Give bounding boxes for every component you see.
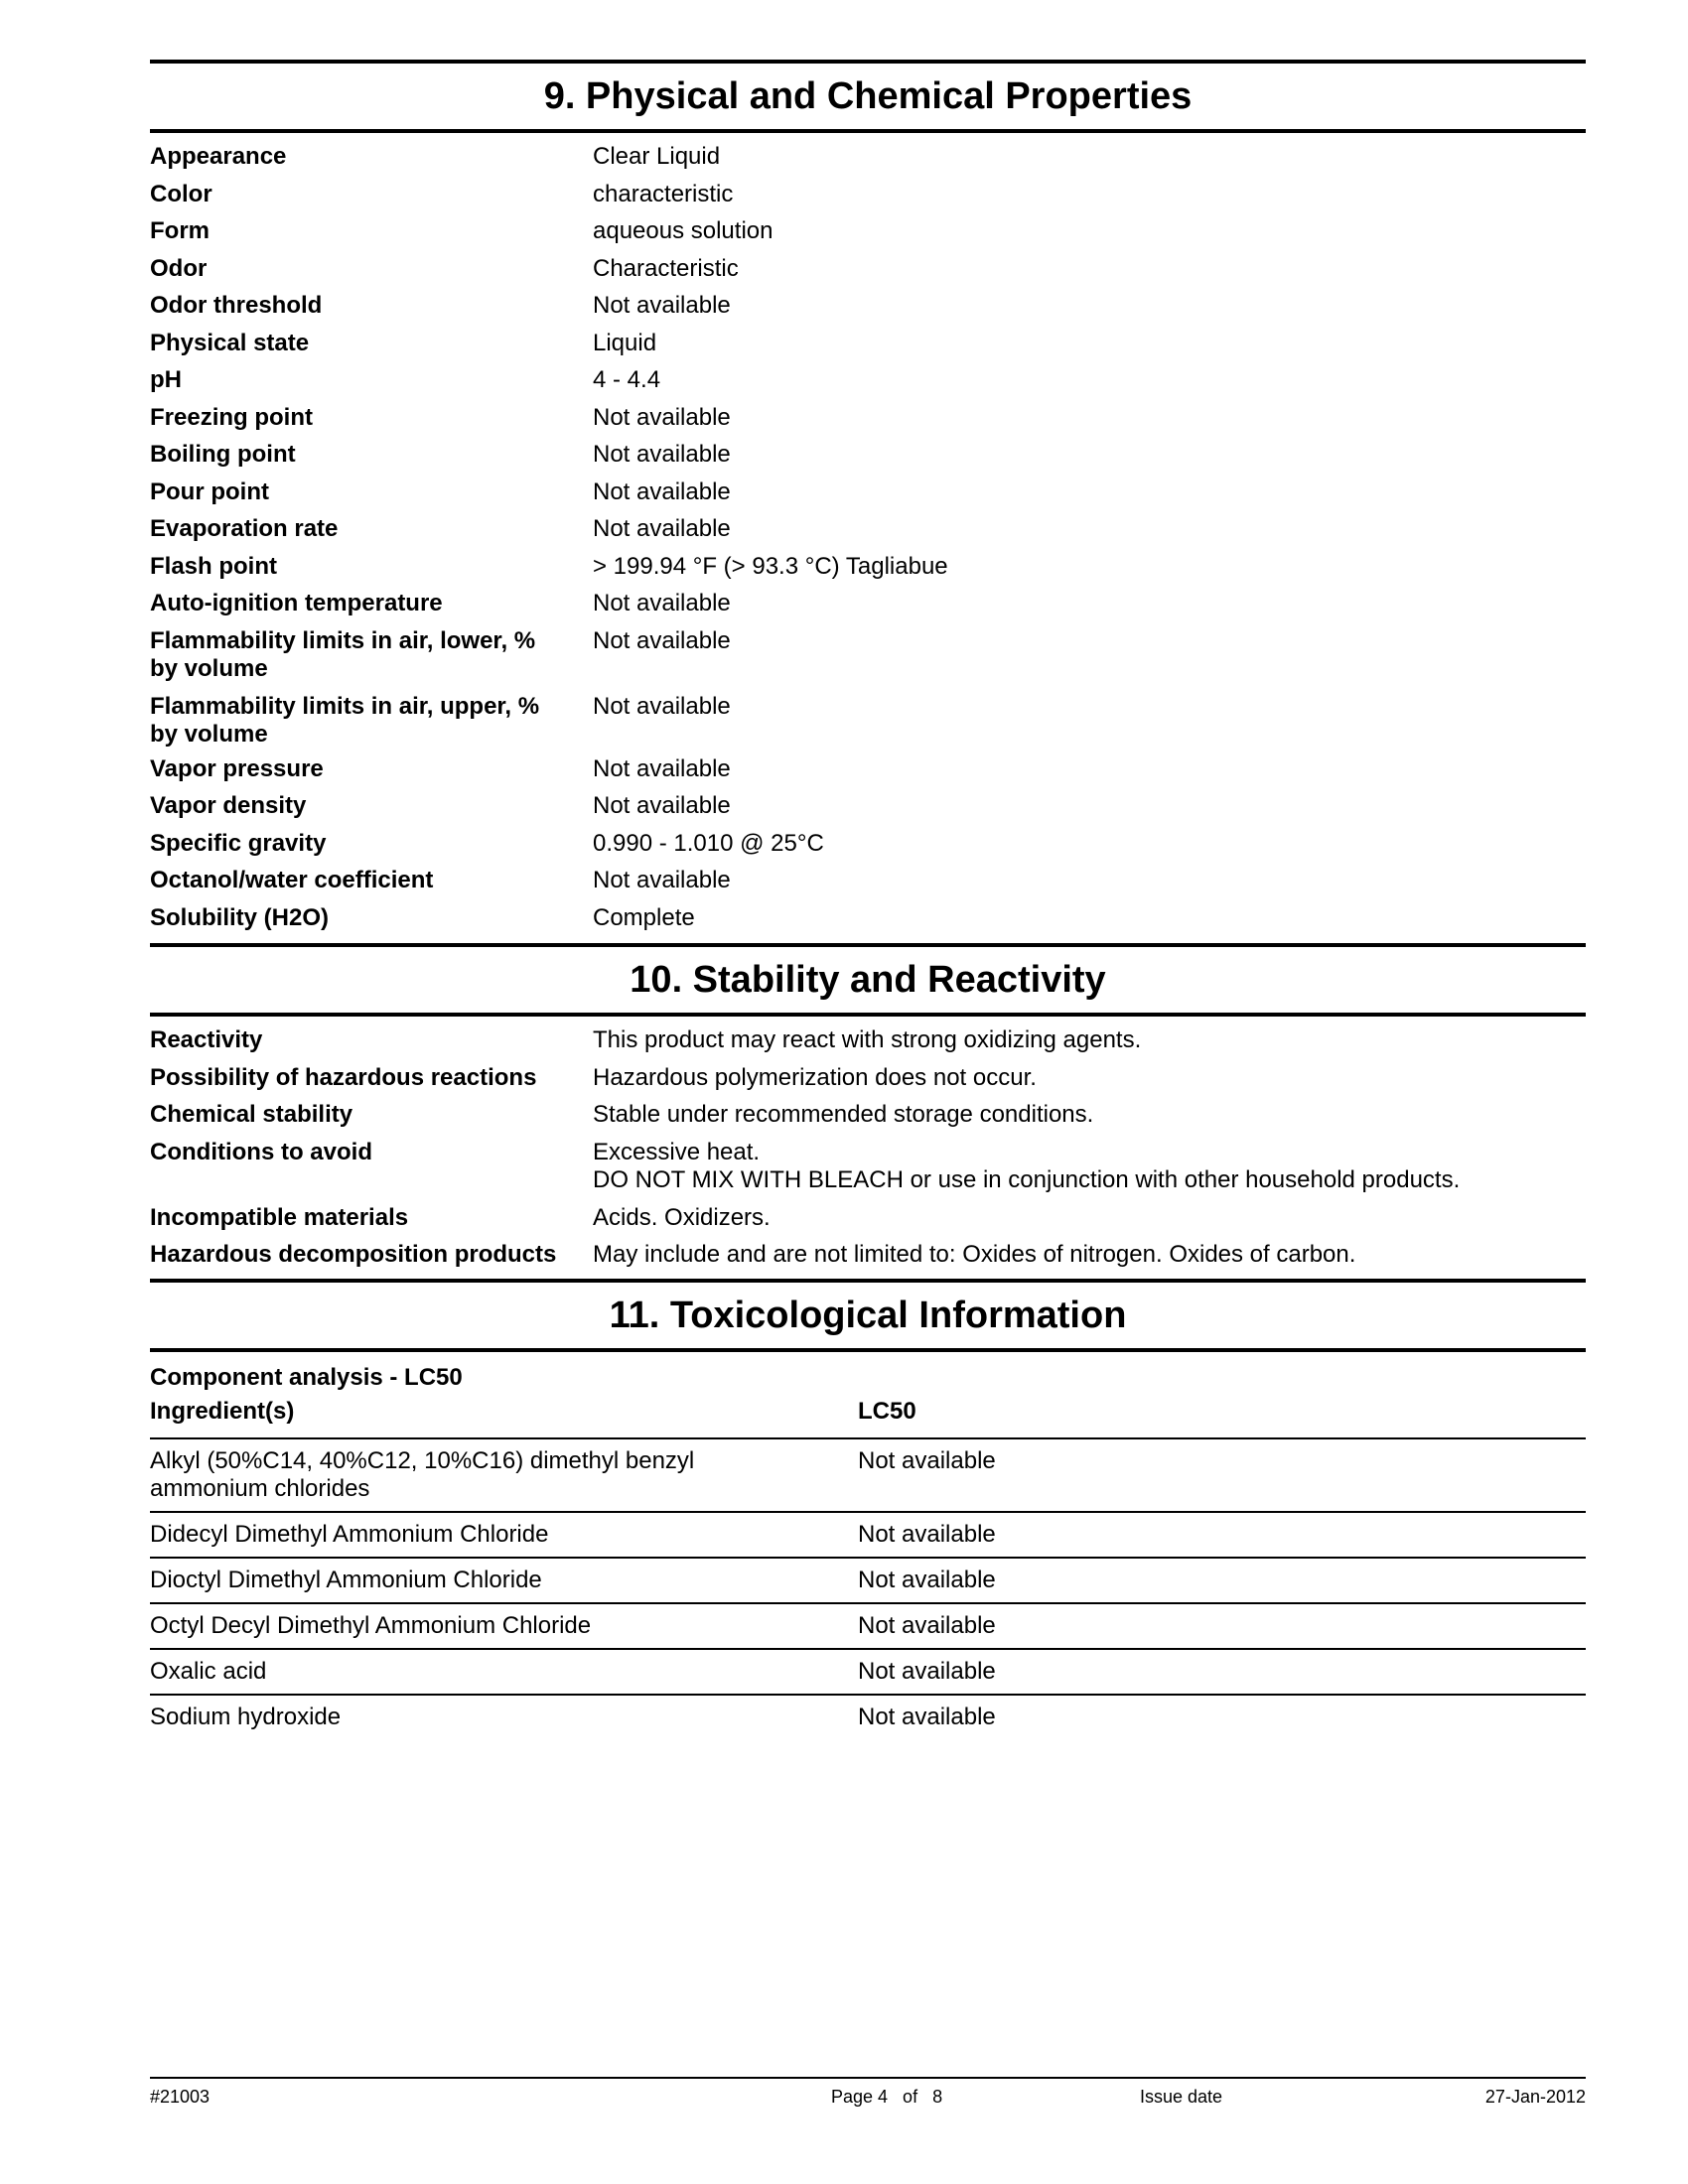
section-11-bottom-rule (150, 1348, 1586, 1352)
ingredient-cell (150, 1438, 858, 1512)
property-row (150, 1058, 1586, 1096)
table-row (150, 1438, 1586, 1512)
property-label: Appearance (150, 143, 287, 170)
property-label: Physical state (150, 329, 310, 356)
property-row (150, 1198, 1586, 1236)
property-label: Possibility of hazardous reactions (150, 1063, 537, 1091)
property-value-line: DO NOT MIX WITH BLEACH or use in conjunction with other household products. (593, 1165, 1461, 1193)
ingredient-line: Alkyl (50%C14, 40%C12, 10%C16) dimethyl benzyl (150, 1446, 695, 1474)
property-row (150, 1133, 1586, 1198)
property-row (150, 1095, 1586, 1133)
property-label-line: by volume (150, 654, 268, 682)
lc50-cell: Not available (858, 1512, 1586, 1558)
property-value: Not available (593, 292, 731, 319)
property-label: Flash point (150, 552, 277, 580)
property-value: aqueous solution (593, 217, 774, 244)
section-10-title: 10. Stability and Reactivity (630, 959, 1106, 1001)
property-row (150, 473, 1586, 510)
section-9-title: 9. Physical and Chemical Properties (543, 75, 1193, 117)
ingredient-cell: Sodium hydroxide (150, 1703, 342, 1730)
property-value: Clear Liquid (593, 143, 721, 170)
property-label: Pour point (150, 478, 269, 505)
property-value: Stable under recommended storage conditions. (593, 1101, 1094, 1128)
column-header-ingredient: Ingredient(s) (150, 1392, 858, 1438)
property-value: Not available (593, 478, 731, 505)
lc50-cell: Not available (858, 1603, 1586, 1649)
table-row (150, 1558, 1586, 1603)
property-label: Freezing point (150, 403, 313, 431)
property-label: Incompatible materials (150, 1203, 409, 1231)
property-label: Solubility (H2O) (150, 903, 329, 931)
section-11-title: 11. Toxicological Information (609, 1294, 1127, 1336)
property-value (593, 1139, 1586, 1198)
issue-date: 27-Jan-2012 (1484, 2087, 1586, 2107)
property-label: Odor threshold (150, 292, 323, 319)
property-value: Hazardous polymerization does not occur. (593, 1063, 1037, 1091)
property-label (150, 627, 593, 687)
property-label: Chemical stability (150, 1101, 353, 1128)
section-9-bottom-rule (150, 129, 1586, 133)
property-value: Liquid (593, 329, 657, 356)
property-value: Not available (593, 692, 731, 720)
property-value: Acids. Oxidizers. (593, 1203, 771, 1231)
property-value: Not available (593, 515, 731, 542)
property-label: Hazardous decomposition products (150, 1241, 557, 1268)
property-row (150, 360, 1586, 398)
table-row (150, 1695, 1586, 1739)
footer-rule (150, 2077, 1586, 2079)
property-value: 0.990 - 1.010 @ 25°C (593, 829, 824, 857)
property-row (150, 509, 1586, 547)
property-label: Specific gravity (150, 829, 327, 857)
property-row (150, 211, 1586, 249)
property-label: pH (150, 366, 182, 393)
property-label: Boiling point (150, 441, 296, 468)
property-label: Vapor pressure (150, 754, 324, 782)
property-label: Vapor density (150, 792, 307, 819)
property-row (150, 286, 1586, 324)
property-value: Not available (593, 590, 731, 616)
property-value: This product may react with strong oxidizing agents. (593, 1026, 1142, 1053)
property-value: Not available (593, 403, 731, 431)
property-row (150, 547, 1586, 585)
issue-date-label: Issue date (1140, 2087, 1223, 2107)
property-value: Complete (593, 903, 695, 931)
property-label: Odor (150, 254, 208, 282)
table-header-row (150, 1392, 1586, 1438)
property-row (150, 324, 1586, 361)
lc50-cell: Not available (858, 1649, 1586, 1695)
property-row (150, 898, 1586, 936)
table-row (150, 1649, 1586, 1695)
property-label: Color (150, 180, 212, 207)
property-label: Auto-ignition temperature (150, 590, 443, 616)
property-row (150, 435, 1586, 473)
property-value: Not available (593, 626, 731, 654)
property-value: > 199.94 °F (> 93.3 °C) Tagliabue (593, 552, 948, 580)
property-label: Form (150, 217, 210, 244)
property-row (150, 584, 1586, 621)
property-row (150, 1235, 1586, 1273)
property-label: Octanol/water coefficient (150, 867, 434, 893)
property-value: 4 - 4.4 (593, 366, 661, 393)
physical-properties-list (150, 137, 1586, 935)
property-value: Not available (593, 754, 731, 782)
property-value: Not available (593, 867, 731, 893)
property-label (150, 693, 593, 750)
page-number: Page 4 of 8 (831, 2087, 943, 2107)
ingredient-line: ammonium chlorides (150, 1474, 370, 1502)
ingredient-cell: Didecyl Dimethyl Ammonium Chloride (150, 1512, 858, 1558)
property-row (150, 687, 1586, 750)
document-id: #21003 (150, 2087, 211, 2107)
property-value: Characteristic (593, 254, 739, 282)
component-analysis-subtitle: Component analysis - LC50 (150, 1363, 463, 1391)
property-value: Not available (593, 441, 731, 468)
property-value: Not available (593, 792, 731, 819)
table-row (150, 1603, 1586, 1649)
property-label-line: by volume (150, 720, 268, 748)
property-label-line: Flammability limits in air, upper, % (150, 692, 540, 720)
lc50-table (150, 1392, 1586, 1739)
property-row (150, 861, 1586, 898)
document-page (150, 60, 1586, 1739)
property-row (150, 175, 1586, 212)
property-label: Conditions to avoid (150, 1138, 372, 1165)
lc50-cell: Not available (858, 1558, 1586, 1603)
property-row (150, 137, 1586, 175)
stability-reactivity-list (150, 1021, 1586, 1273)
property-row (150, 750, 1586, 787)
property-value: characteristic (593, 180, 734, 207)
column-header-lc50: LC50 (858, 1392, 1586, 1438)
lc50-cell: Not available (858, 1703, 996, 1730)
property-label: Evaporation rate (150, 515, 339, 542)
ingredient-cell: Dioctyl Dimethyl Ammonium Chloride (150, 1558, 858, 1603)
property-label-line: Flammability limits in air, lower, % (150, 626, 536, 654)
property-row (150, 824, 1586, 862)
property-row (150, 786, 1586, 824)
property-value-line: Excessive heat. (593, 1138, 761, 1165)
ingredient-cell: Oxalic acid (150, 1649, 858, 1695)
ingredient-cell: Octyl Decyl Dimethyl Ammonium Chloride (150, 1603, 858, 1649)
section-10-bottom-rule (150, 1013, 1586, 1017)
property-row (150, 249, 1586, 287)
table-row (150, 1512, 1586, 1558)
property-row (150, 621, 1586, 687)
property-row (150, 1021, 1586, 1058)
property-value: May include and are not limited to: Oxides of nitrogen. Oxides of carbon. (593, 1241, 1356, 1268)
property-label: Reactivity (150, 1026, 263, 1053)
property-row (150, 398, 1586, 436)
lc50-cell: Not available (858, 1438, 1586, 1512)
